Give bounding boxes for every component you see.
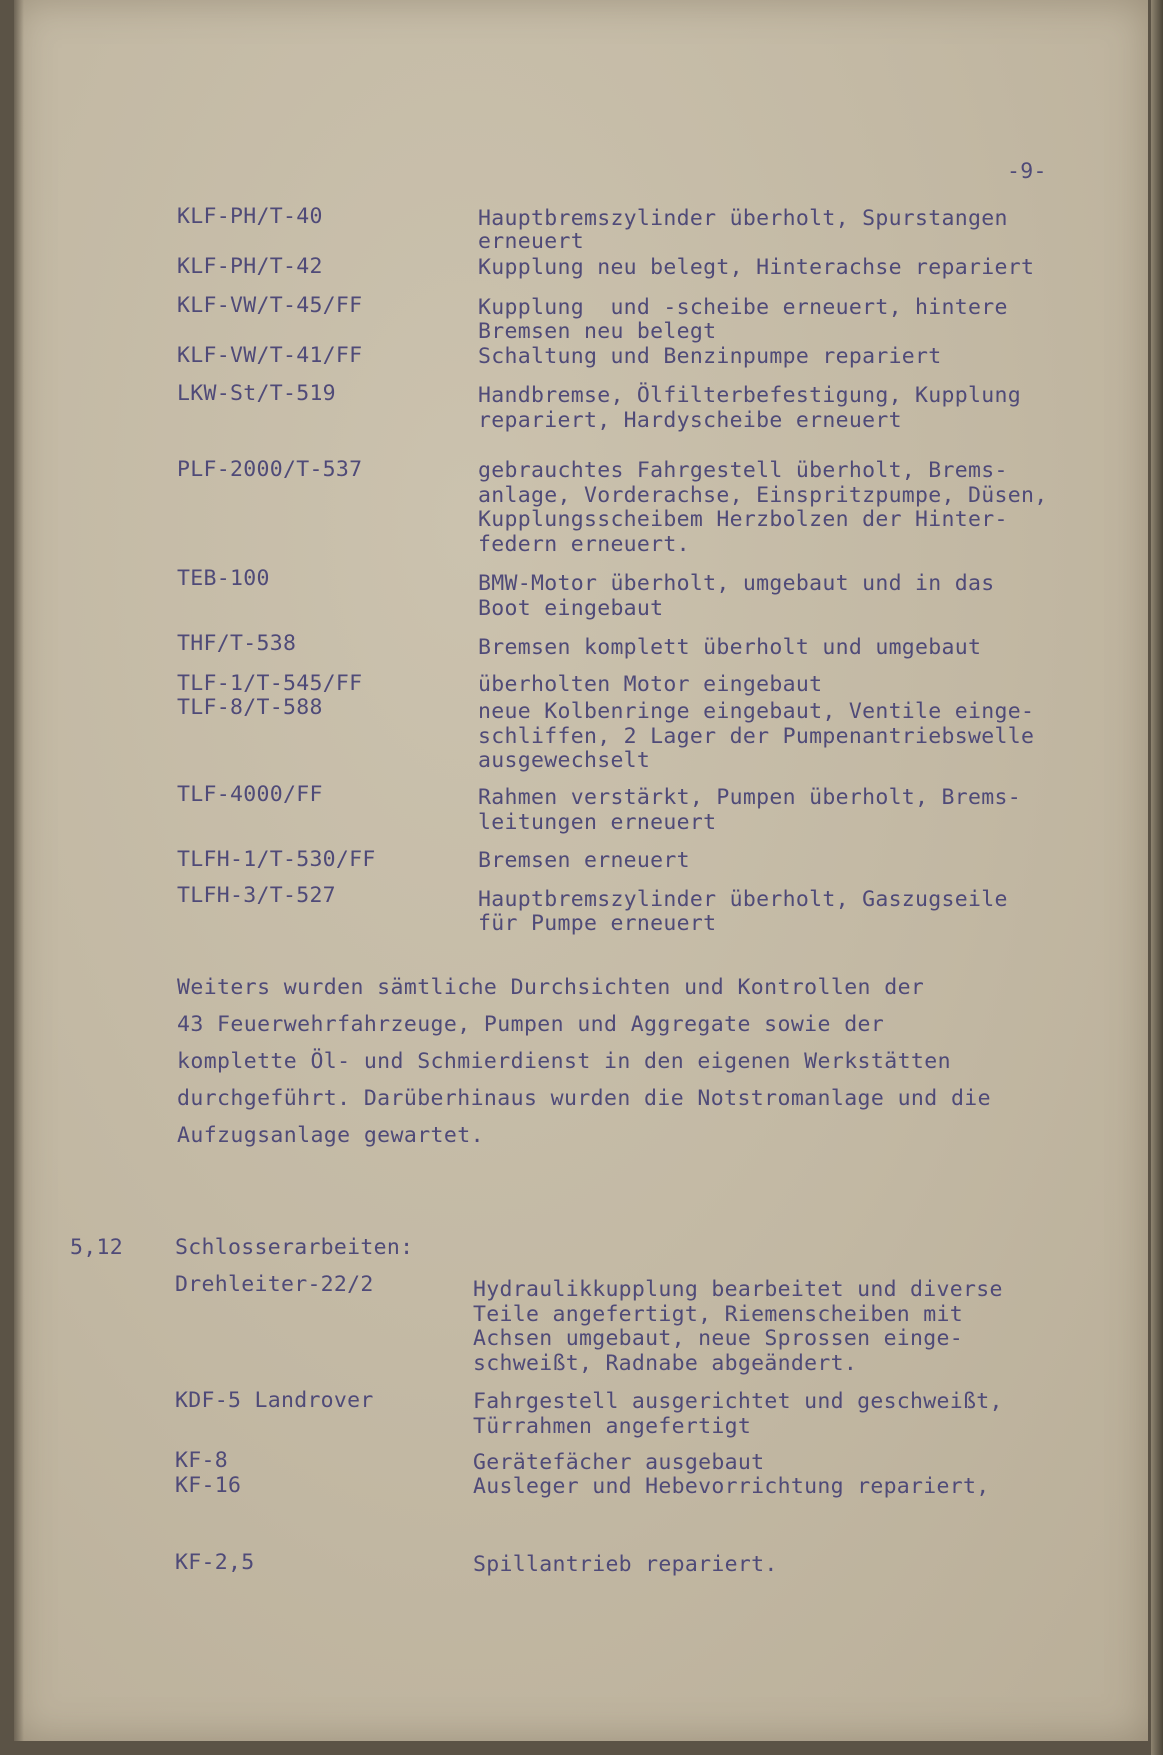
vehicle-code: TLF-1/T-545/FF <box>177 671 363 696</box>
work-desc-line: Fahrgestell ausgerichtet und geschweißt, <box>473 1389 1003 1414</box>
paragraph-line: komplette Öl- und Schmierdienst in den eigenen Werkstätten <box>177 1049 951 1074</box>
work-desc-line: Gerätefächer ausgebaut <box>473 1450 765 1475</box>
vehicle-code: KLF-PH/T-42 <box>177 254 323 279</box>
vehicle-code: Drehleiter-22/2 <box>175 1272 374 1297</box>
vehicle-desc-line: Handbremse, Ölfilterbefestigung, Kupplung <box>478 383 1022 408</box>
vehicle-desc-line: Hauptbremszylinder überholt, Spurstangen <box>478 206 1008 231</box>
vehicle-desc-line: für Pumpe erneuert <box>478 911 717 936</box>
vehicle-code: TLFH-1/T-530/FF <box>177 847 376 872</box>
vehicle-desc-line: erneuert <box>478 229 584 254</box>
vehicle-desc-line: Boot eingebaut <box>478 596 664 621</box>
work-desc-line: Spillantrieb repariert. <box>473 1552 778 1577</box>
vehicle-desc-line: gebrauchtes Fahrgestell überholt, Brems- <box>478 458 1008 483</box>
vehicle-code: TLF-8/T-588 <box>177 695 323 720</box>
vehicle-desc-line: Schaltung und Benzinpumpe repariert <box>478 344 942 369</box>
vehicle-desc-line: Rahmen verstärkt, Pumpen überholt, Brems- <box>478 785 1022 810</box>
vehicle-desc-line: repariert, Hardyscheibe erneuert <box>478 408 902 433</box>
vehicle-code: KLF-VW/T-45/FF <box>177 293 363 318</box>
vehicle-desc-line: überholten Motor eingebaut <box>478 672 823 697</box>
vehicle-desc-line: Kupplungsscheibem Herzbolzen der Hinter- <box>478 507 1008 532</box>
work-desc-line: schweißt, Radnabe abgeändert. <box>473 1351 858 1376</box>
vehicle-code: TLFH-3/T-527 <box>177 883 336 908</box>
work-desc-line: Hydraulikkupplung bearbeitet und diverse <box>473 1277 1003 1302</box>
vehicle-code: TLF-4000/FF <box>177 782 323 807</box>
page-number: -9- <box>1007 159 1047 184</box>
vehicle-desc-line: Bremsen erneuert <box>478 848 690 873</box>
document-page <box>14 0 1148 1741</box>
vehicle-code: KDF-5 Landrover <box>175 1388 374 1413</box>
vehicle-desc-line: federn erneuert. <box>478 532 690 557</box>
vehicle-code: LKW-St/T-519 <box>177 381 336 406</box>
vehicle-desc-line: ausgewechselt <box>478 748 651 773</box>
paragraph-line: 43 Feuerwehrfahrzeuge, Pumpen und Aggregate sowie der <box>177 1012 885 1037</box>
section-title: Schlosserarbeiten: <box>175 1235 414 1260</box>
vehicle-code: KF-2,5 <box>175 1550 255 1575</box>
vehicle-code: KF-8 <box>175 1448 228 1473</box>
work-desc-line: Achsen umgebaut, neue Sprossen einge- <box>473 1326 964 1351</box>
page-edge <box>1151 0 1163 1755</box>
vehicle-desc-line: neue Kolbenringe eingebaut, Ventile einge- <box>478 699 1035 724</box>
vehicle-desc-line: leitungen erneuert <box>478 810 717 835</box>
vehicle-code: THF/T-538 <box>177 631 297 656</box>
work-desc-line: Türrahmen angefertigt <box>473 1414 752 1439</box>
section-number: 5,12 <box>70 1235 123 1260</box>
vehicle-desc-line: Hauptbremszylinder überholt, Gaszugseile <box>478 887 1008 912</box>
paragraph-line: Aufzugsanlage gewartet. <box>177 1123 484 1148</box>
vehicle-desc-line: BMW-Motor überholt, umgebaut und in das <box>478 571 995 596</box>
vehicle-code: PLF-2000/T-537 <box>177 457 363 482</box>
paragraph-line: Weiters wurden sämtliche Durchsichten und Kontrollen der <box>177 975 925 1000</box>
vehicle-code: KLF-PH/T-40 <box>177 204 323 229</box>
paragraph-line: durchgeführt. Darüberhinaus wurden die Notstromanlage und die <box>177 1086 991 1111</box>
vehicle-code: TEB-100 <box>177 566 270 591</box>
vehicle-desc-line: Kupplung und -scheibe erneuert, hintere <box>478 295 1008 320</box>
vehicle-desc-line: Bremsen neu belegt <box>478 319 717 344</box>
work-desc-line: Ausleger und Hebevorrichtung repariert, <box>473 1474 990 1499</box>
vehicle-desc-line: schliffen, 2 Lager der Pumpenantriebswelle <box>478 724 1035 749</box>
vehicle-desc-line: Bremsen komplett überholt und umgebaut <box>478 635 982 660</box>
work-desc-line: Teile angefertigt, Riemenscheiben mit <box>473 1302 964 1327</box>
vehicle-desc-line: anlage, Vorderachse, Einspritzpumpe, Düsen, <box>478 483 1048 508</box>
vehicle-code: KF-16 <box>175 1473 242 1498</box>
vehicle-code: KLF-VW/T-41/FF <box>177 343 363 368</box>
vehicle-desc-line: Kupplung neu belegt, Hinterachse repariert <box>478 255 1035 280</box>
